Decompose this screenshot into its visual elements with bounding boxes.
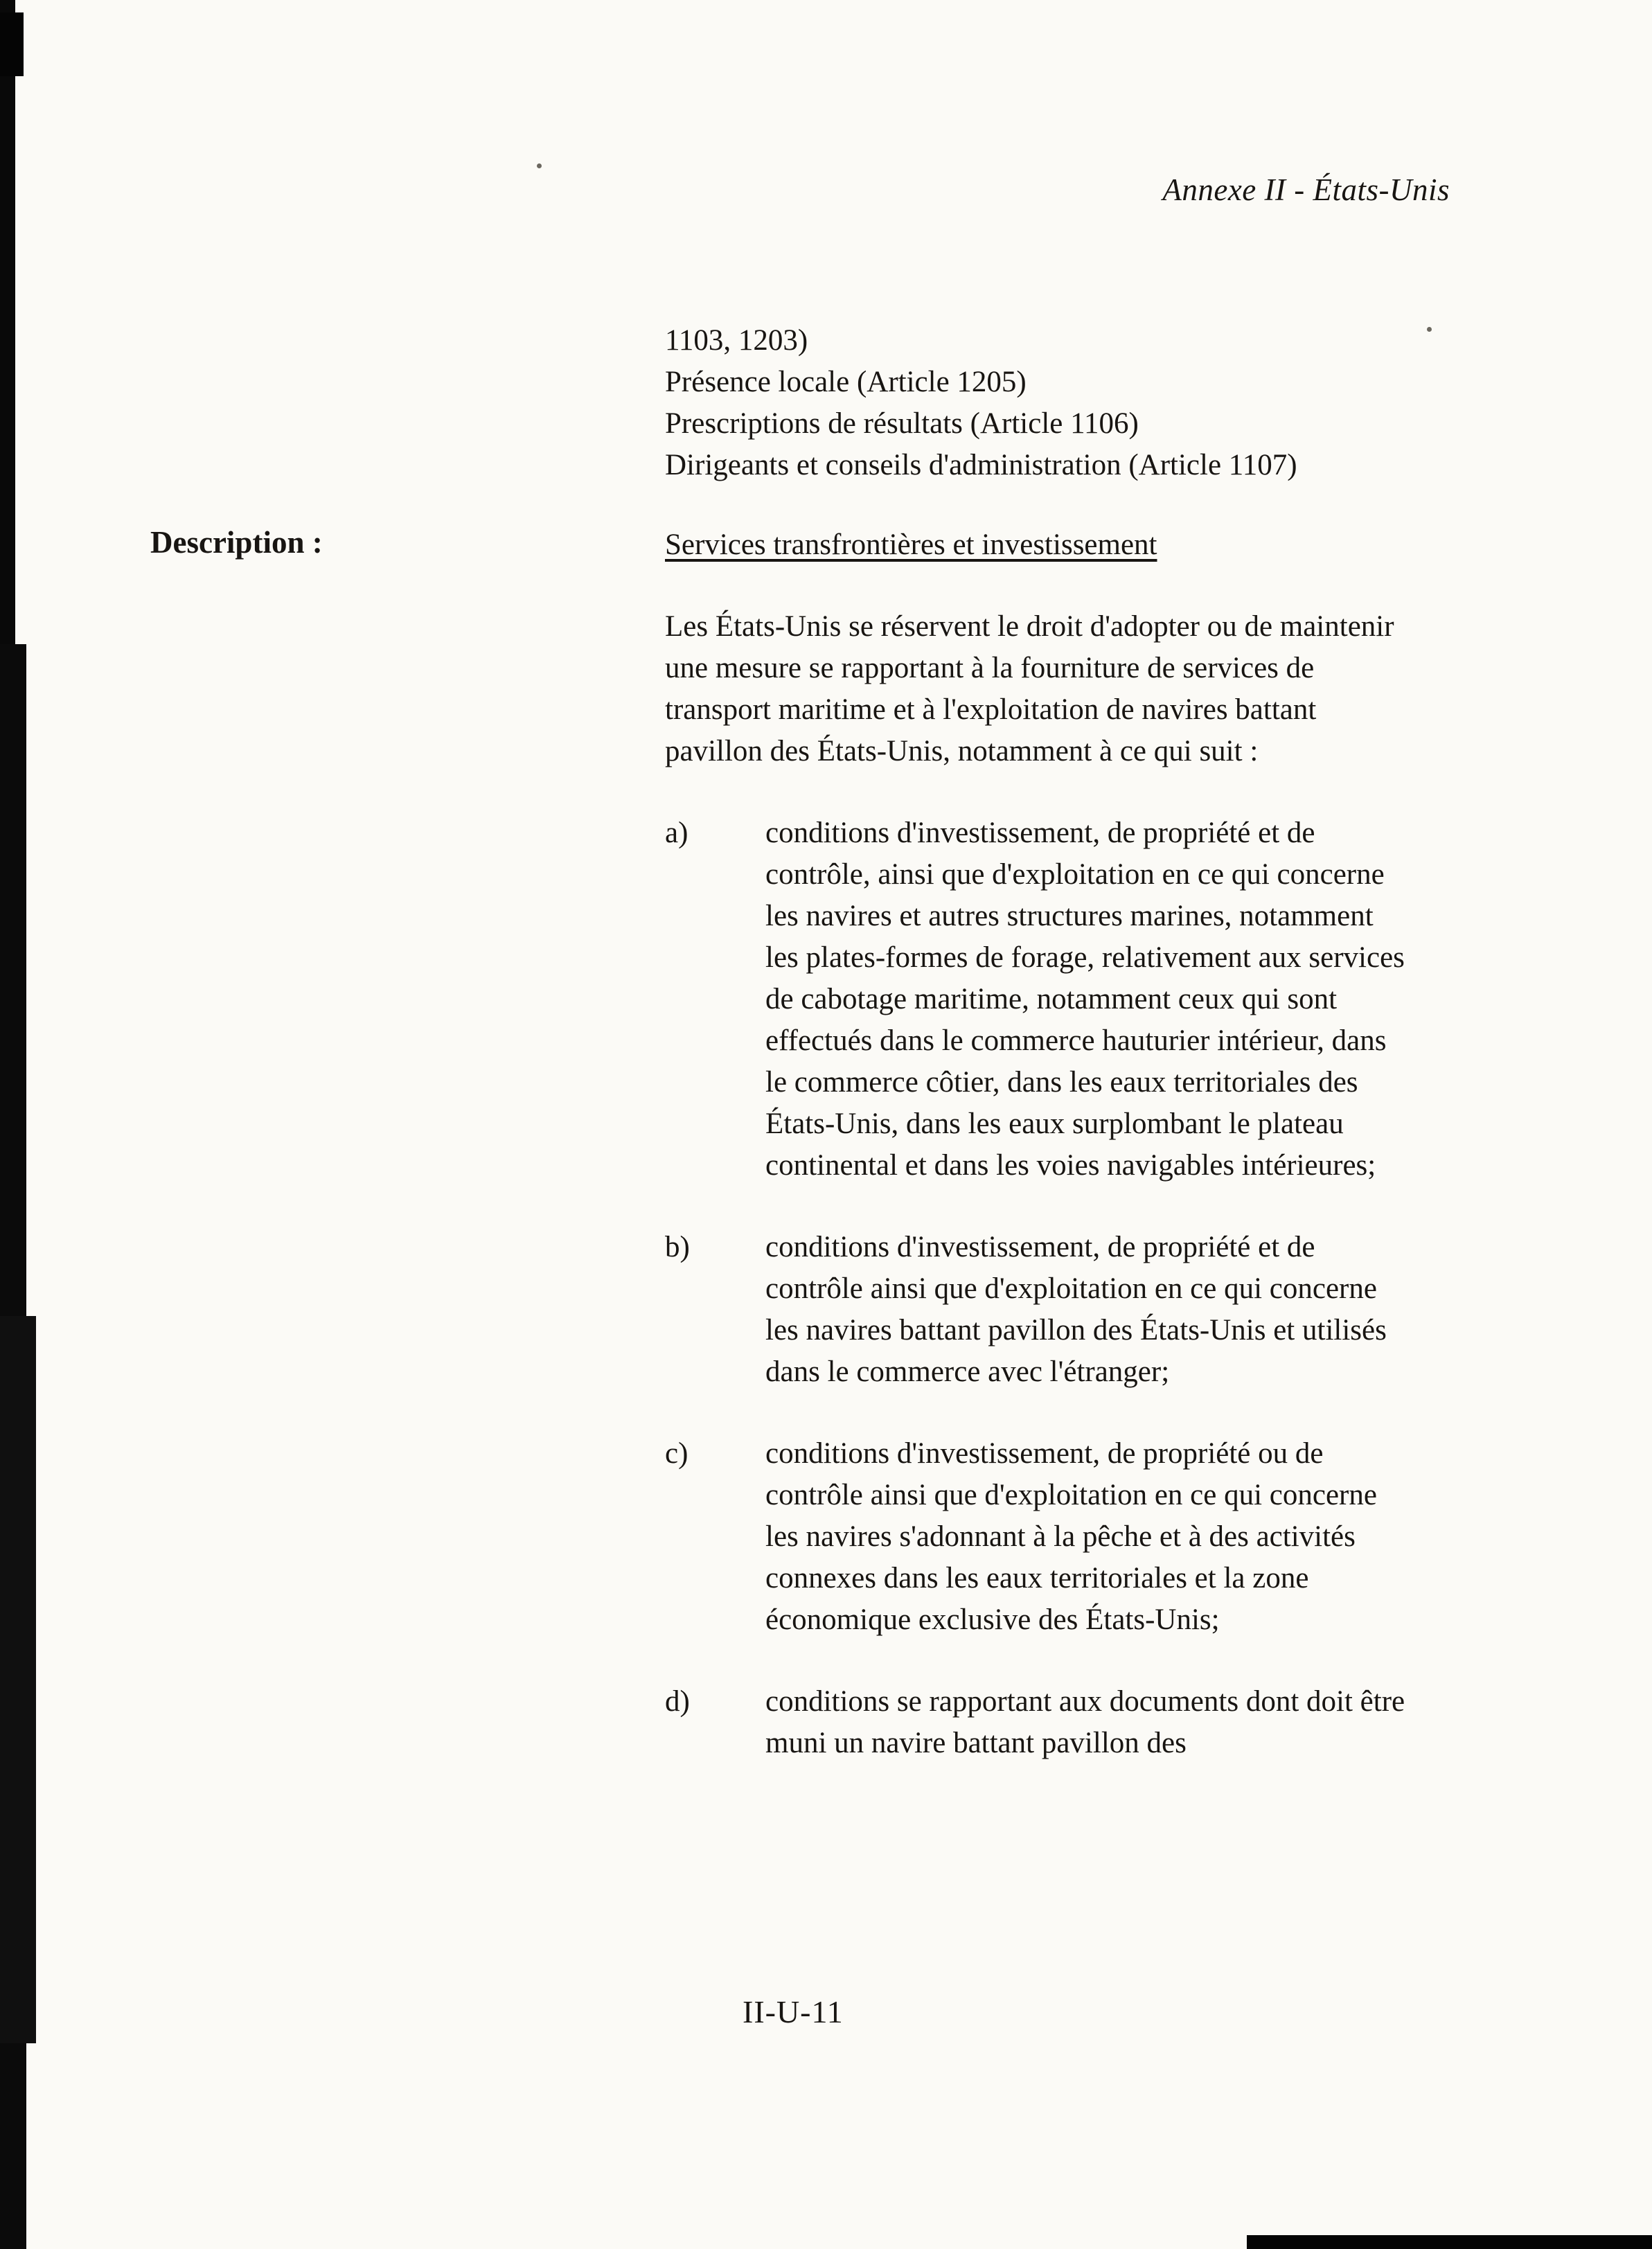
lead-paragraph: Les États-Unis se réservent le droit d'adopter ou de maintenir une mesure se rapportant à la fourniture de services de transport maritime et à l'exploitation de navires battant pavillon des États-Unis, notamment à ce qui suit : — [665, 610, 1394, 767]
page-header: Annexe II - États-Unis — [1162, 172, 1450, 207]
article-reference-line: Prescriptions de résultats (Article 1106) — [665, 407, 1139, 440]
article-reference-line: Présence locale (Article 1205) — [665, 366, 1027, 398]
list-item-b — [665, 1227, 1455, 1393]
list-item-label: a) — [665, 817, 689, 849]
list-item-text: conditions se rapportant aux documents dont doit être muni un navire battant pavillon des — [765, 1685, 1405, 1759]
article-reference-line: Dirigeants et conseils d'administration (Article 1107) — [665, 449, 1297, 481]
bottom-scan-strip — [1247, 2235, 1652, 2249]
list-item-text: conditions d'investissement, de propriété ou de contrôle ainsi que d'exploitation en ce qui concerne les navires s'adonnant à la pêche et à des activités connexes dans les eaux territoriales et la zone économique exclusive des États-Unis; — [765, 1437, 1377, 1636]
list-item-c — [665, 1433, 1455, 1641]
main-text-column — [665, 320, 1455, 1764]
article-reference-line: 1103, 1203) — [665, 324, 808, 357]
list-item-label: d) — [665, 1685, 690, 1718]
list-item-label: b) — [665, 1231, 690, 1263]
list-item-text: conditions d'investissement, de propriété et de contrôle, ainsi que d'exploitation en ce qui concerne les navires et autres structures marines, notamment les plates-formes de forage, relativement aux services de cabotage maritime, notamment ceux qui sont effectués dans le commerce hauturier intérieur, dans le commerce côtier, dans les eaux territoriales des États-Unis, dans les eaux surplombant le plateau continental et dans les voies navigables intérieures; — [765, 817, 1405, 1182]
section-heading: Services transfrontières et investissement — [665, 528, 1157, 561]
binding-edge-notch — [0, 12, 24, 76]
list-item-label: c) — [665, 1437, 689, 1470]
list-item-a — [665, 812, 1455, 1186]
list-item-d — [665, 1681, 1455, 1764]
scan-artifact-dot — [537, 163, 542, 168]
list-item-text: conditions d'investissement, de propriété et de contrôle ainsi que d'exploitation en ce qui concerne les navires battant pavillon des États-Unis et utilisés dans le commerce avec l'étranger; — [765, 1231, 1387, 1388]
description-label: Description : — [150, 525, 323, 560]
binding-edge-blotch — [0, 1316, 36, 2043]
page-number: II-U-11 — [743, 1994, 844, 2029]
